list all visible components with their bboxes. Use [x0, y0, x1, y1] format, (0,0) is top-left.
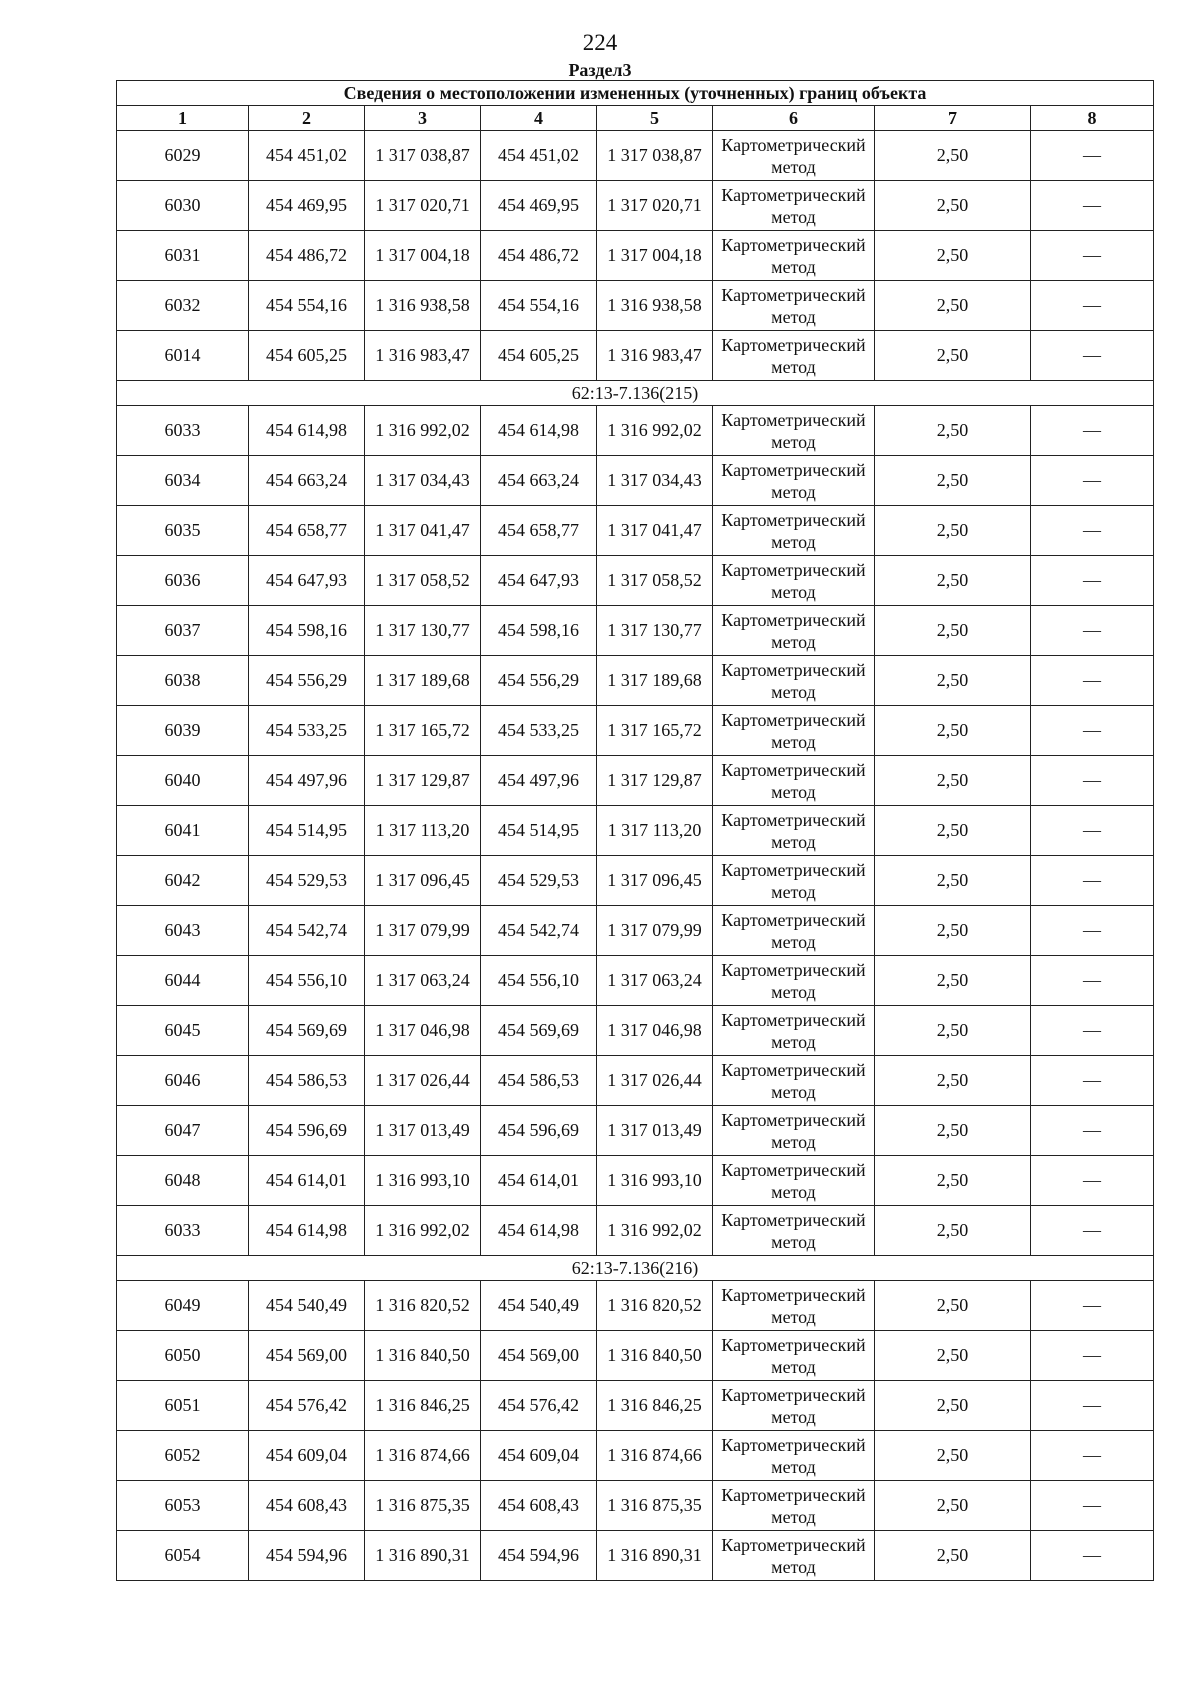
note-cell: —: [1031, 1106, 1154, 1156]
note-cell: —: [1031, 1056, 1154, 1106]
method-cell: Картометрический метод: [713, 1006, 875, 1056]
x-new-cell: 454 542,74: [481, 906, 597, 956]
accuracy-cell: 2,50: [875, 281, 1031, 331]
y-new-cell: 1 317 189,68: [597, 656, 713, 706]
point-number-cell: 6032: [117, 281, 249, 331]
y-old-cell: 1 316 874,66: [365, 1431, 481, 1481]
y-new-cell: 1 317 013,49: [597, 1106, 713, 1156]
note-cell: —: [1031, 331, 1154, 381]
note-cell: —: [1031, 281, 1154, 331]
point-number-cell: 6049: [117, 1281, 249, 1331]
y-old-cell: 1 317 026,44: [365, 1056, 481, 1106]
table-row: [117, 756, 1154, 806]
method-cell: Картометрический метод: [713, 856, 875, 906]
accuracy-cell: 2,50: [875, 1156, 1031, 1206]
method-cell: Картометрический метод: [713, 1331, 875, 1381]
method-cell: Картометрический метод: [713, 956, 875, 1006]
accuracy-cell: 2,50: [875, 706, 1031, 756]
x-new-cell: 454 647,93: [481, 556, 597, 606]
y-new-cell: 1 316 820,52: [597, 1281, 713, 1331]
y-old-cell: 1 317 130,77: [365, 606, 481, 656]
x-new-cell: 454 605,25: [481, 331, 597, 381]
table-row: [117, 231, 1154, 281]
y-new-cell: 1 316 992,02: [597, 406, 713, 456]
point-number-cell: 6014: [117, 331, 249, 381]
table-row: [117, 1156, 1154, 1206]
y-old-cell: 1 317 063,24: [365, 956, 481, 1006]
y-new-cell: 1 317 038,87: [597, 131, 713, 181]
y-old-cell: 1 316 992,02: [365, 406, 481, 456]
point-number-cell: 6045: [117, 1006, 249, 1056]
x-old-cell: 454 569,00: [249, 1331, 365, 1381]
accuracy-cell: 2,50: [875, 456, 1031, 506]
accuracy-cell: 2,50: [875, 856, 1031, 906]
x-new-cell: 454 486,72: [481, 231, 597, 281]
x-old-cell: 454 569,69: [249, 1006, 365, 1056]
accuracy-cell: 2,50: [875, 1381, 1031, 1431]
column-header: 8: [1031, 106, 1154, 131]
method-cell: Картометрический метод: [713, 456, 875, 506]
accuracy-cell: 2,50: [875, 181, 1031, 231]
accuracy-cell: 2,50: [875, 1281, 1031, 1331]
table-row: [117, 1206, 1154, 1256]
note-cell: —: [1031, 1531, 1154, 1581]
y-new-cell: 1 316 992,02: [597, 1206, 713, 1256]
point-number-cell: 6047: [117, 1106, 249, 1156]
x-new-cell: 454 596,69: [481, 1106, 597, 1156]
y-old-cell: 1 317 013,49: [365, 1106, 481, 1156]
table-row: [117, 706, 1154, 756]
x-old-cell: 454 556,29: [249, 656, 365, 706]
x-old-cell: 454 608,43: [249, 1481, 365, 1531]
x-new-cell: 454 533,25: [481, 706, 597, 756]
group-label: 62:13-7.136(215): [117, 381, 1154, 406]
accuracy-cell: 2,50: [875, 1206, 1031, 1256]
note-cell: —: [1031, 406, 1154, 456]
method-cell: Картометрический метод: [713, 906, 875, 956]
group-row: [117, 381, 1154, 406]
point-number-cell: 6036: [117, 556, 249, 606]
accuracy-cell: 2,50: [875, 656, 1031, 706]
column-header: 4: [481, 106, 597, 131]
method-cell: Картометрический метод: [713, 1481, 875, 1531]
method-cell: Картометрический метод: [713, 756, 875, 806]
group-row: [117, 1256, 1154, 1281]
note-cell: —: [1031, 906, 1154, 956]
x-new-cell: 454 614,01: [481, 1156, 597, 1206]
x-old-cell: 454 605,25: [249, 331, 365, 381]
accuracy-cell: 2,50: [875, 1106, 1031, 1156]
table-row: [117, 131, 1154, 181]
y-new-cell: 1 316 846,25: [597, 1381, 713, 1431]
x-new-cell: 454 586,53: [481, 1056, 597, 1106]
note-cell: —: [1031, 1156, 1154, 1206]
table-row: [117, 506, 1154, 556]
y-old-cell: 1 316 983,47: [365, 331, 481, 381]
x-old-cell: 454 469,95: [249, 181, 365, 231]
y-new-cell: 1 317 026,44: [597, 1056, 713, 1106]
x-new-cell: 454 514,95: [481, 806, 597, 856]
note-cell: —: [1031, 856, 1154, 906]
y-old-cell: 1 316 820,52: [365, 1281, 481, 1331]
x-new-cell: 454 529,53: [481, 856, 597, 906]
x-old-cell: 454 596,69: [249, 1106, 365, 1156]
method-cell: Картометрический метод: [713, 1281, 875, 1331]
accuracy-cell: 2,50: [875, 231, 1031, 281]
table-row: [117, 1381, 1154, 1431]
column-header: 6: [713, 106, 875, 131]
y-old-cell: 1 317 079,99: [365, 906, 481, 956]
y-new-cell: 1 317 130,77: [597, 606, 713, 656]
accuracy-cell: 2,50: [875, 606, 1031, 656]
x-old-cell: 454 614,98: [249, 1206, 365, 1256]
table-row: [117, 906, 1154, 956]
y-new-cell: 1 317 129,87: [597, 756, 713, 806]
x-old-cell: 454 556,10: [249, 956, 365, 1006]
x-old-cell: 454 576,42: [249, 1381, 365, 1431]
y-new-cell: 1 317 058,52: [597, 556, 713, 606]
x-new-cell: 454 594,96: [481, 1531, 597, 1581]
accuracy-cell: 2,50: [875, 1006, 1031, 1056]
point-number-cell: 6029: [117, 131, 249, 181]
x-new-cell: 454 469,95: [481, 181, 597, 231]
table-row: [117, 956, 1154, 1006]
accuracy-cell: 2,50: [875, 556, 1031, 606]
accuracy-cell: 2,50: [875, 1056, 1031, 1106]
method-cell: Картометрический метод: [713, 606, 875, 656]
x-old-cell: 454 529,53: [249, 856, 365, 906]
x-new-cell: 454 451,02: [481, 131, 597, 181]
y-new-cell: 1 317 165,72: [597, 706, 713, 756]
y-new-cell: 1 316 983,47: [597, 331, 713, 381]
x-new-cell: 454 569,00: [481, 1331, 597, 1381]
note-cell: —: [1031, 181, 1154, 231]
point-number-cell: 6035: [117, 506, 249, 556]
note-cell: —: [1031, 1281, 1154, 1331]
note-cell: —: [1031, 956, 1154, 1006]
x-old-cell: 454 658,77: [249, 506, 365, 556]
y-old-cell: 1 316 875,35: [365, 1481, 481, 1531]
note-cell: —: [1031, 506, 1154, 556]
method-cell: Картометрический метод: [713, 181, 875, 231]
y-new-cell: 1 317 020,71: [597, 181, 713, 231]
accuracy-cell: 2,50: [875, 331, 1031, 381]
method-cell: Картометрический метод: [713, 1206, 875, 1256]
column-header-row: [117, 106, 1154, 131]
note-cell: —: [1031, 756, 1154, 806]
point-number-cell: 6034: [117, 456, 249, 506]
note-cell: —: [1031, 656, 1154, 706]
column-header: 7: [875, 106, 1031, 131]
table-row: [117, 1431, 1154, 1481]
accuracy-cell: 2,50: [875, 1431, 1031, 1481]
x-old-cell: 454 598,16: [249, 606, 365, 656]
method-cell: Картометрический метод: [713, 1106, 875, 1156]
y-old-cell: 1 317 034,43: [365, 456, 481, 506]
x-new-cell: 454 556,29: [481, 656, 597, 706]
point-number-cell: 6038: [117, 656, 249, 706]
y-old-cell: 1 316 993,10: [365, 1156, 481, 1206]
point-number-cell: 6053: [117, 1481, 249, 1531]
point-number-cell: 6048: [117, 1156, 249, 1206]
y-new-cell: 1 317 079,99: [597, 906, 713, 956]
y-new-cell: 1 316 875,35: [597, 1481, 713, 1531]
note-cell: —: [1031, 1206, 1154, 1256]
table-row: [117, 1531, 1154, 1581]
note-cell: —: [1031, 606, 1154, 656]
note-cell: —: [1031, 1006, 1154, 1056]
x-old-cell: 454 497,96: [249, 756, 365, 806]
point-number-cell: 6041: [117, 806, 249, 856]
note-cell: —: [1031, 231, 1154, 281]
y-new-cell: 1 317 113,20: [597, 806, 713, 856]
table-row: [117, 181, 1154, 231]
y-old-cell: 1 317 046,98: [365, 1006, 481, 1056]
x-old-cell: 454 614,98: [249, 406, 365, 456]
x-new-cell: 454 569,69: [481, 1006, 597, 1056]
y-new-cell: 1 316 840,50: [597, 1331, 713, 1381]
y-new-cell: 1 316 890,31: [597, 1531, 713, 1581]
x-old-cell: 454 586,53: [249, 1056, 365, 1106]
accuracy-cell: 2,50: [875, 1331, 1031, 1381]
y-old-cell: 1 316 890,31: [365, 1531, 481, 1581]
y-old-cell: 1 317 004,18: [365, 231, 481, 281]
note-cell: —: [1031, 806, 1154, 856]
table-row: [117, 656, 1154, 706]
table-row: [117, 856, 1154, 906]
method-cell: Картометрический метод: [713, 281, 875, 331]
accuracy-cell: 2,50: [875, 906, 1031, 956]
point-number-cell: 6043: [117, 906, 249, 956]
method-cell: Картометрический метод: [713, 1156, 875, 1206]
y-new-cell: 1 317 096,45: [597, 856, 713, 906]
x-new-cell: 454 497,96: [481, 756, 597, 806]
column-header: 3: [365, 106, 481, 131]
note-cell: —: [1031, 1481, 1154, 1531]
x-old-cell: 454 647,93: [249, 556, 365, 606]
point-number-cell: 6044: [117, 956, 249, 1006]
x-new-cell: 454 614,98: [481, 1206, 597, 1256]
point-number-cell: 6050: [117, 1331, 249, 1381]
table-row: [117, 1331, 1154, 1381]
table-row: [117, 331, 1154, 381]
table-row: [117, 1106, 1154, 1156]
table-row: [117, 1056, 1154, 1106]
table-row: [117, 1481, 1154, 1531]
y-old-cell: 1 317 020,71: [365, 181, 481, 231]
y-old-cell: 1 317 096,45: [365, 856, 481, 906]
point-number-cell: 6051: [117, 1381, 249, 1431]
point-number-cell: 6054: [117, 1531, 249, 1581]
y-new-cell: 1 317 046,98: [597, 1006, 713, 1056]
point-number-cell: 6039: [117, 706, 249, 756]
x-old-cell: 454 609,04: [249, 1431, 365, 1481]
point-number-cell: 6052: [117, 1431, 249, 1481]
table-row: [117, 806, 1154, 856]
accuracy-cell: 2,50: [875, 131, 1031, 181]
note-cell: —: [1031, 456, 1154, 506]
x-new-cell: 454 576,42: [481, 1381, 597, 1431]
x-old-cell: 454 486,72: [249, 231, 365, 281]
method-cell: Картометрический метод: [713, 656, 875, 706]
method-cell: Картометрический метод: [713, 1056, 875, 1106]
y-old-cell: 1 317 038,87: [365, 131, 481, 181]
column-header: 5: [597, 106, 713, 131]
x-new-cell: 454 658,77: [481, 506, 597, 556]
method-cell: Картометрический метод: [713, 556, 875, 606]
accuracy-cell: 2,50: [875, 756, 1031, 806]
note-cell: —: [1031, 1381, 1154, 1431]
x-old-cell: 454 594,96: [249, 1531, 365, 1581]
x-old-cell: 454 554,16: [249, 281, 365, 331]
table-caption-row: [117, 81, 1154, 106]
table-row: [117, 281, 1154, 331]
accuracy-cell: 2,50: [875, 1481, 1031, 1531]
x-old-cell: 454 451,02: [249, 131, 365, 181]
y-old-cell: 1 317 189,68: [365, 656, 481, 706]
x-old-cell: 454 514,95: [249, 806, 365, 856]
y-old-cell: 1 317 058,52: [365, 556, 481, 606]
method-cell: Картометрический метод: [713, 806, 875, 856]
method-cell: Картометрический метод: [713, 1431, 875, 1481]
column-header: 2: [249, 106, 365, 131]
y-new-cell: 1 317 034,43: [597, 456, 713, 506]
x-old-cell: 454 614,01: [249, 1156, 365, 1206]
x-new-cell: 454 614,98: [481, 406, 597, 456]
point-number-cell: 6033: [117, 1206, 249, 1256]
x-old-cell: 454 542,74: [249, 906, 365, 956]
note-cell: —: [1031, 131, 1154, 181]
method-cell: Картометрический метод: [713, 406, 875, 456]
accuracy-cell: 2,50: [875, 406, 1031, 456]
method-cell: Картометрический метод: [713, 506, 875, 556]
note-cell: —: [1031, 556, 1154, 606]
accuracy-cell: 2,50: [875, 956, 1031, 1006]
method-cell: Картометрический метод: [713, 131, 875, 181]
point-number-cell: 6046: [117, 1056, 249, 1106]
x-new-cell: 454 598,16: [481, 606, 597, 656]
group-label: 62:13-7.136(216): [117, 1256, 1154, 1281]
x-new-cell: 454 554,16: [481, 281, 597, 331]
x-old-cell: 454 540,49: [249, 1281, 365, 1331]
y-new-cell: 1 316 938,58: [597, 281, 713, 331]
y-old-cell: 1 316 992,02: [365, 1206, 481, 1256]
point-number-cell: 6040: [117, 756, 249, 806]
page-number: 224: [582, 30, 618, 55]
method-cell: Картометрический метод: [713, 331, 875, 381]
y-new-cell: 1 316 993,10: [597, 1156, 713, 1206]
y-old-cell: 1 316 938,58: [365, 281, 481, 331]
note-cell: —: [1031, 1431, 1154, 1481]
boundary-table: [116, 80, 1154, 1581]
point-number-cell: 6033: [117, 406, 249, 456]
y-old-cell: 1 317 129,87: [365, 756, 481, 806]
point-number-cell: 6042: [117, 856, 249, 906]
table-row: [117, 606, 1154, 656]
x-new-cell: 454 608,43: [481, 1481, 597, 1531]
point-number-cell: 6031: [117, 231, 249, 281]
y-old-cell: 1 316 846,25: [365, 1381, 481, 1431]
y-new-cell: 1 316 874,66: [597, 1431, 713, 1481]
x-old-cell: 454 663,24: [249, 456, 365, 506]
table-row: [117, 456, 1154, 506]
x-new-cell: 454 556,10: [481, 956, 597, 1006]
method-cell: Картометрический метод: [713, 706, 875, 756]
section-title: Раздел3: [568, 60, 632, 80]
note-cell: —: [1031, 706, 1154, 756]
y-old-cell: 1 317 113,20: [365, 806, 481, 856]
y-old-cell: 1 317 165,72: [365, 706, 481, 756]
note-cell: —: [1031, 1331, 1154, 1381]
column-header: 1: [117, 106, 249, 131]
method-cell: Картометрический метод: [713, 1381, 875, 1431]
y-new-cell: 1 317 063,24: [597, 956, 713, 1006]
table-row: [117, 406, 1154, 456]
x-old-cell: 454 533,25: [249, 706, 365, 756]
point-number-cell: 6030: [117, 181, 249, 231]
table-row: [117, 1281, 1154, 1331]
table-row: [117, 556, 1154, 606]
y-old-cell: 1 317 041,47: [365, 506, 481, 556]
y-new-cell: 1 317 004,18: [597, 231, 713, 281]
method-cell: Картометрический метод: [713, 1531, 875, 1581]
x-new-cell: 454 609,04: [481, 1431, 597, 1481]
x-new-cell: 454 540,49: [481, 1281, 597, 1331]
accuracy-cell: 2,50: [875, 806, 1031, 856]
y-new-cell: 1 317 041,47: [597, 506, 713, 556]
y-old-cell: 1 316 840,50: [365, 1331, 481, 1381]
accuracy-cell: 2,50: [875, 1531, 1031, 1581]
accuracy-cell: 2,50: [875, 506, 1031, 556]
method-cell: Картометрический метод: [713, 231, 875, 281]
table-row: [117, 1006, 1154, 1056]
x-new-cell: 454 663,24: [481, 456, 597, 506]
point-number-cell: 6037: [117, 606, 249, 656]
table-caption: Сведения о местоположении измененных (уточненных) границ объекта: [117, 81, 1154, 106]
